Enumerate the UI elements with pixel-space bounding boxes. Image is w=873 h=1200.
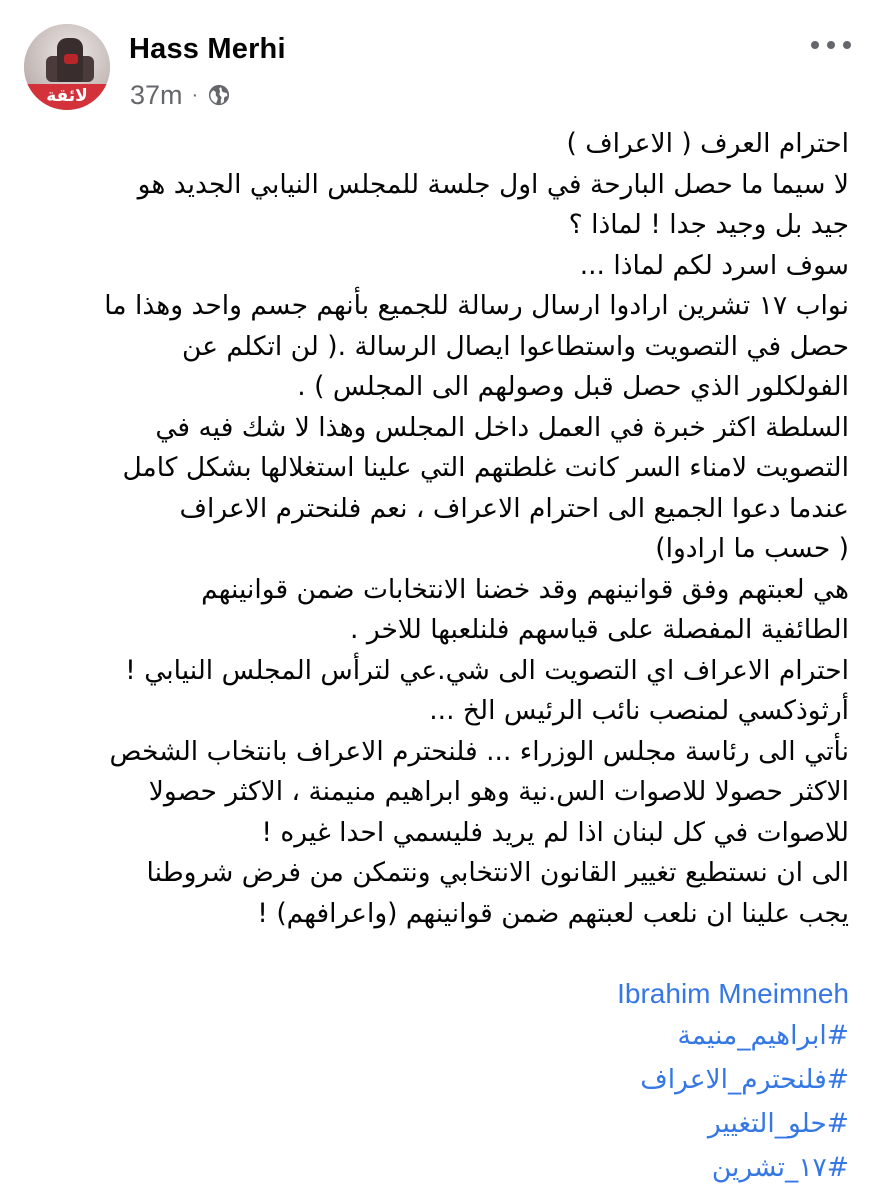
hashtag-link[interactable]: #ابراهيم_منيمة	[677, 1020, 849, 1051]
post-text-line: التصويت لامناء السر كانت غلطتهم التي علينا استغلالها بشكل كامل	[122, 452, 849, 483]
hashtag-link[interactable]: #حلو_التغيير	[707, 1108, 849, 1139]
post-text-line: نواب ١٧ تشرين ارادوا ارسال رسالة للجميع بأنهم جسم واحد وهذا ما	[104, 290, 849, 321]
more-horizontal-icon	[843, 41, 851, 49]
post-text-line: سوف اسرد لكم لماذا ...	[579, 249, 849, 281]
post-text-line: السلطة اكثر خبرة في العمل داخل المجلس وهذا لا شك فيه في	[155, 411, 849, 443]
hashtag-link[interactable]: #فلنحترم_الاعراف	[640, 1064, 849, 1095]
avatar-banner: لائقة	[24, 84, 110, 110]
post-text	[30, 124, 849, 934]
post-text-line: هي لعبتهم وفق قوانينهم وقد خضنا الانتخابات ضمن قوانينهم	[201, 573, 849, 605]
post-text-line: احترام العرف ( الاعراف )	[566, 128, 849, 159]
post-links	[617, 972, 849, 1190]
post-text-line: احترام الاعراف اي التصويت الى شي.عي لترأس المجلس النيابي !	[125, 654, 849, 686]
meta-separator: ·	[191, 84, 199, 106]
post-meta	[130, 78, 230, 112]
post-text-line: الى ان نستطيع تغيير القانون الانتخابي ونتمكن من فرض شروطنا	[146, 857, 849, 888]
more-horizontal-icon	[827, 41, 835, 49]
avatar[interactable]	[24, 24, 110, 110]
avatar-detail	[64, 54, 78, 64]
post-text-line: الاكثر حصولا للاصوات الس.نية وهو ابراهيم منيمنة ، الاكثر حصولا	[148, 776, 849, 807]
post-text-line: للاصوات في كل لبنان اذا لم يريد فليسمي احدا غيره !	[261, 816, 849, 848]
author-name[interactable]: Hass Merhi	[129, 33, 286, 65]
more-options-button[interactable]	[811, 34, 851, 56]
post-timestamp[interactable]: 37m	[130, 79, 183, 110]
post-text-line: جيد بل وجيد جدا ! لماذا ؟	[568, 209, 849, 240]
post-text-line: لا سيما ما حصل البارحة في اول جلسة للمجلس النيابي الجديد هو	[137, 168, 849, 200]
post-text-line: الفولكلور الذي حصل قبل وصولهم الى المجلس ) .	[297, 371, 849, 402]
globe-icon[interactable]	[208, 84, 230, 106]
post-text-line: الطائفية المفصلة على قياسهم فلنلعبها للاخر .	[350, 614, 849, 645]
post-text-line: يجب علينا ان نلعب لعبتهم ضمن قوانينهم (واعرافهم) !	[257, 897, 849, 929]
mention-link[interactable]: Ibrahim Mneimneh	[617, 978, 849, 1009]
post-text-line: حصل في التصويت واستطاعوا ايصال الرسالة .( لن اتكلم عن	[182, 330, 849, 362]
post-text-line: عندما دعوا الجميع الى احترام الاعراف ، نعم فلنحترم الاعراف	[179, 492, 849, 524]
post-text-line: نأتي الى رئاسة مجلس الوزراء ... فلنحترم الاعراف بانتخاب الشخص	[109, 735, 849, 767]
post-text-line: ( حسب ما ارادوا)	[655, 533, 849, 564]
more-horizontal-icon	[811, 41, 819, 49]
post-text-line: أرثوذكسي لمنصب نائب الرئيس الخ ...	[429, 695, 849, 726]
hashtag-link[interactable]: #١٧_تشرين	[711, 1152, 849, 1183]
